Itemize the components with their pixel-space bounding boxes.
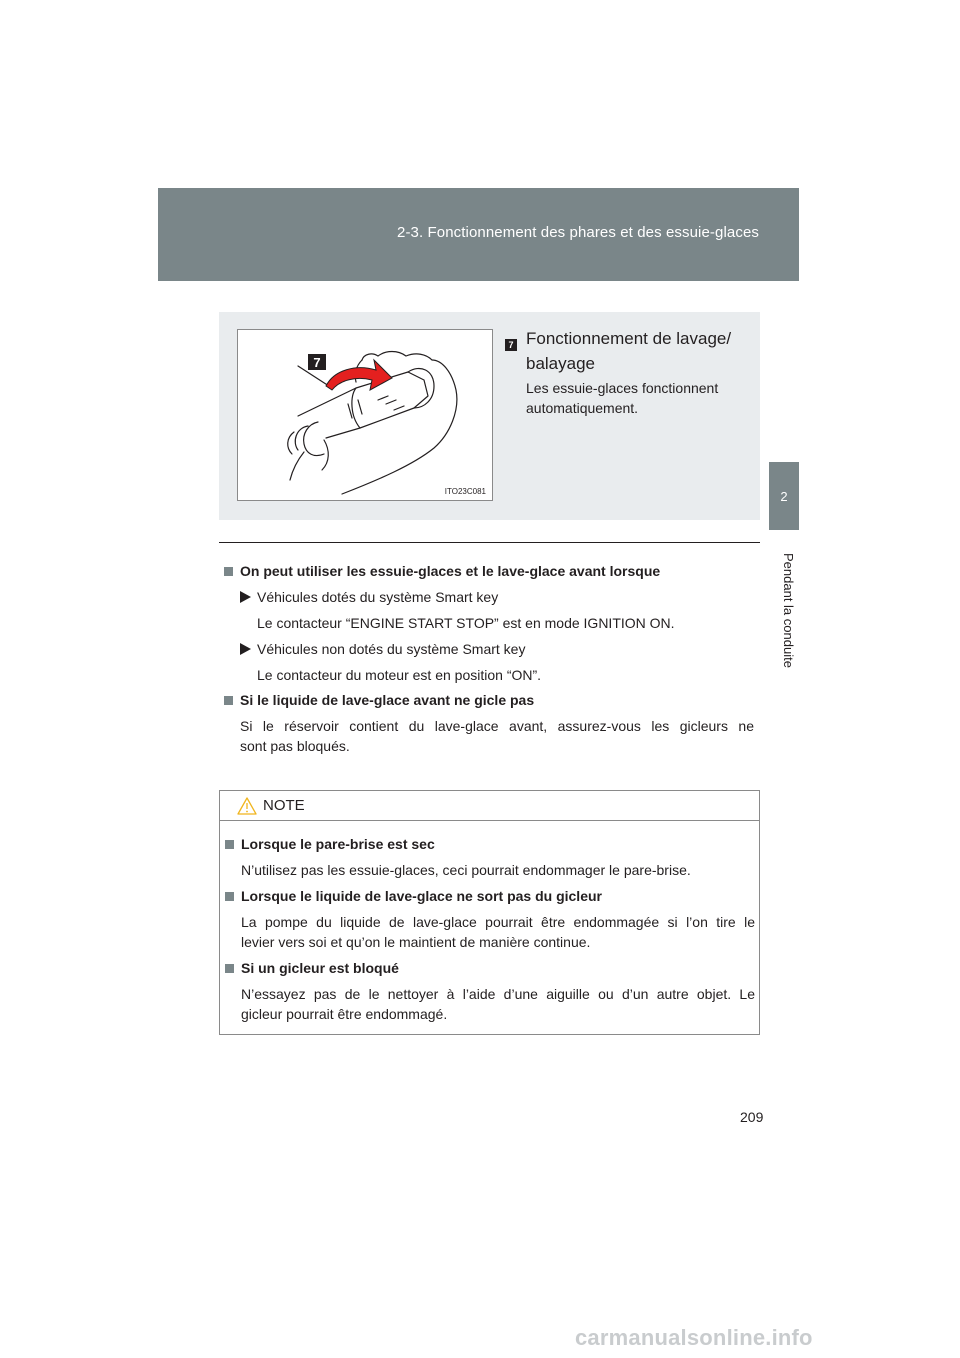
note-label: NOTE	[263, 797, 305, 814]
callout-title-line: Fonctionnement de lavage/	[526, 329, 732, 348]
arrow-bullet-icon	[240, 591, 251, 603]
square-bullet-icon	[225, 840, 234, 849]
note-paragraph: N’utilisez pas les essuie-glaces, ceci pourrait endommager le pare-brise.	[241, 862, 691, 878]
note-paragraph: Si le réservoir contient du lave-glace avant, assurez-vous les gicleurs ne sont pas bloqués.	[240, 718, 754, 754]
square-bullet-icon	[225, 892, 234, 901]
note-heading: On peut utiliser les essuie-glaces et le lave-glace avant lorsque	[224, 561, 754, 581]
note-paragraph: N’essayez pas de le nettoyer à l’aide d’une aiguille ou d’un autre objet. Le gicleur pourrait être endommagé.	[241, 986, 755, 1022]
callout-title-line: balayage	[526, 354, 596, 373]
wiper-lever-illustration	[238, 330, 492, 500]
callout-marker: 7	[505, 339, 517, 351]
callout-body-line: Les essuie-glaces fonctionnent	[526, 380, 719, 396]
section-divider	[219, 542, 760, 543]
image-code: ITO23C081	[444, 487, 486, 496]
header-band	[158, 188, 799, 281]
illustration-frame	[237, 329, 493, 501]
illustration-panel	[219, 312, 760, 520]
callout-title	[526, 326, 741, 376]
illustration-callout-number: 7	[313, 355, 321, 370]
chapter-number: 2	[780, 488, 788, 504]
note-heading: Si le liquide de lave-glace avant ne gicle pas	[224, 690, 754, 710]
callout-body-line: automatiquement.	[526, 400, 639, 416]
note-heading: Si un gicleur est bloqué	[225, 958, 755, 978]
note-paragraph: La pompe du liquide de lave-glace pourrait être endommagée si l’on tire le levier vers soi et qu’on le maintient de manière continue.	[241, 914, 755, 950]
warning-triangle-icon	[237, 797, 257, 815]
note-content	[225, 834, 755, 1024]
square-bullet-icon	[224, 567, 233, 576]
list-item: Véhicules dotés du système Smart key	[224, 587, 754, 607]
section-title: 2-3. Fonctionnement des phares et des essuie-glaces	[397, 224, 759, 241]
note-heading: Lorsque le pare-brise est sec	[225, 834, 755, 854]
list-item-detail: Le contacteur “ENGINE START STOP” est en mode IGNITION ON.	[257, 615, 675, 631]
square-bullet-icon	[225, 964, 234, 973]
chapter-tab	[769, 462, 799, 530]
chapter-title: Pendant la conduite	[781, 552, 796, 668]
arrow-bullet-icon	[240, 643, 251, 655]
note-heading: Lorsque le liquide de lave-glace ne sort pas du gicleur	[225, 886, 755, 906]
square-bullet-icon	[224, 696, 233, 705]
list-item: Véhicules non dotés du système Smart key	[224, 639, 754, 659]
page-number: 209	[740, 1109, 764, 1125]
notes-section	[224, 561, 754, 756]
watermark: carmanualsonline.info	[575, 1325, 813, 1350]
note-box	[219, 790, 760, 1035]
callout-body	[526, 378, 741, 418]
note-box-header	[220, 791, 759, 821]
list-item-detail: Le contacteur du moteur est en position “ON”.	[257, 667, 542, 683]
